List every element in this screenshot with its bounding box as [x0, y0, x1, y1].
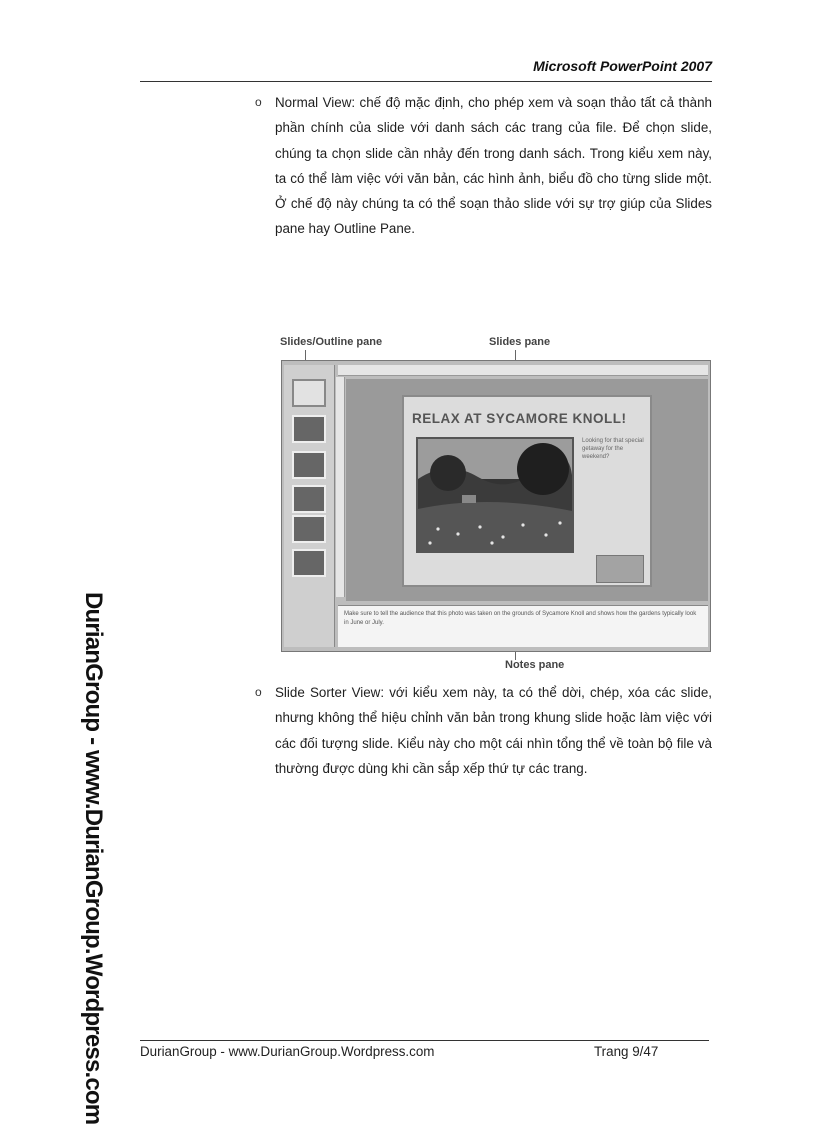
- vertical-watermark: [73, 592, 107, 1124]
- slide-thumbnail: [292, 485, 326, 513]
- slides-pane: [346, 379, 708, 601]
- footer-divider: [140, 1040, 709, 1041]
- header-title: Microsoft PowerPoint 2007: [533, 58, 712, 74]
- vertical-ruler: [336, 377, 345, 597]
- notes-pane: Make sure to tell the audience that this photo was taken on the grounds of Sycamore Knoll and shows how the gardens typically look in June or July.: [338, 605, 708, 647]
- horizontal-ruler: [338, 365, 708, 376]
- powerpoint-window-screenshot: [281, 360, 711, 652]
- slide-canvas: [402, 395, 652, 587]
- slide-thumbnail: [292, 451, 326, 479]
- label-slides-outline-pane: Slides/Outline pane: [280, 336, 383, 348]
- slide-action-box: [596, 555, 644, 583]
- slide-thumbnail: [292, 515, 326, 543]
- bullet-marker: o: [255, 95, 262, 109]
- paragraph-normal-view: Normal View: chế độ mặc định, cho phép xem và soạn thảo tất cả thành phần chính của slide với danh sách các trang của file. Để chọn slide, chúng ta chọn slide cần nhảy đến trong danh sách. Trong kiểu xem này, ta có thể làm việc với văn bản, các hình ảnh, biểu đồ cho từng slide một. Ở chế độ này chúng ta có thể soạn thảo slide với sự trợ giúp của Slides pane hay Outline Pane.: [275, 95, 712, 237]
- watermark-text: DurianGroup - www.DurianGroup.Wordpress.com: [80, 592, 107, 1124]
- page-number: Trang 9/47: [594, 1044, 659, 1059]
- label-notes-pane: Notes pane: [505, 659, 565, 671]
- garden-photo-graphic: [418, 439, 572, 551]
- paragraph-slide-sorter-view: Slide Sorter View: với kiểu xem này, ta có thể dời, chép, xóa các slide, nhưng không thể hiệu chỉnh văn bản trong khung slide hoặc làm việc với các đối tượng slide. Kiểu này cho một cái nhìn tổng thể về toàn bộ file và thường được dùng khi cần sắp xếp thứ tự các trang.: [275, 685, 712, 776]
- bullet-marker: o: [255, 685, 262, 699]
- slide-thumbnail: [292, 379, 326, 407]
- garden-photo: [416, 437, 574, 553]
- slide-side-text: Looking for that special getaway for the weekend?: [582, 438, 644, 460]
- slide-title: RELAX AT SYCAMORE KNOLL!: [412, 411, 627, 426]
- slide-thumbnail: [292, 415, 326, 443]
- footer-site: DurianGroup - www.DurianGroup.Wordpress.com: [140, 1044, 435, 1059]
- slides-outline-pane: [284, 365, 335, 647]
- powerpoint-normal-view-figure: [277, 332, 711, 674]
- header-divider: [140, 81, 712, 82]
- slide-thumbnail: [292, 549, 326, 577]
- label-slides-pane: Slides pane: [489, 336, 551, 348]
